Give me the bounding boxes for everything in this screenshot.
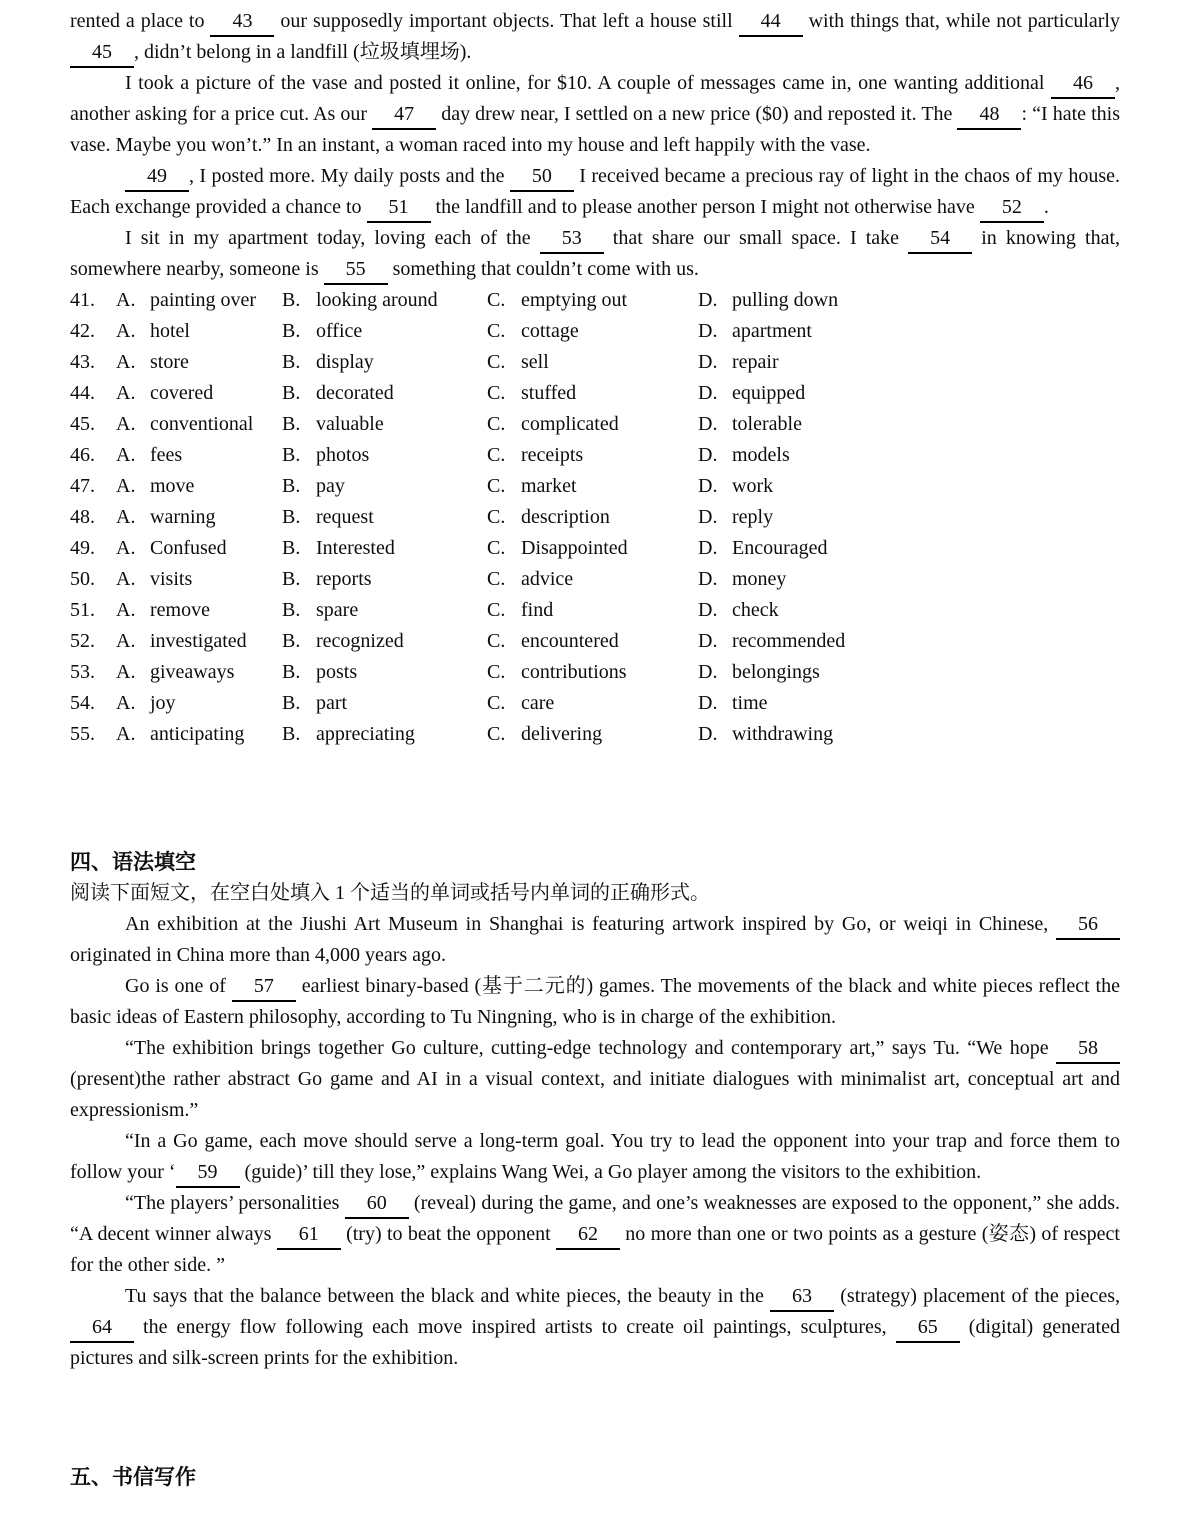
option-word: hotel	[150, 320, 190, 342]
option-letter: B.	[282, 723, 301, 745]
option-number: 53.	[70, 661, 95, 683]
option-letter: B.	[282, 382, 301, 404]
option-choice	[116, 285, 282, 316]
option-word: Confused	[150, 537, 227, 559]
option-choice	[698, 378, 1120, 409]
option-word: stuffed	[521, 382, 577, 404]
option-word: pulling down	[732, 289, 839, 311]
option-choice	[116, 378, 282, 409]
option-letter: A.	[116, 289, 136, 311]
option-choice	[487, 409, 698, 440]
blank-58: 58	[1056, 1035, 1120, 1064]
option-row-55	[70, 719, 1120, 750]
option-word: painting over	[150, 289, 257, 311]
option-choice	[282, 347, 487, 378]
option-choice	[698, 316, 1120, 347]
cloze-passage	[70, 6, 1120, 285]
option-word: photos	[316, 444, 370, 466]
option-choice	[698, 502, 1120, 533]
passage-paragraph: “The players’ personalities 60 (reveal) during the game, and one’s weaknesses are exposed to the opponent,” she adds. “A decent winner always 61 (try) to beat the opponent 62 no more than one or two points as a gesture (姿态) of respect for the other side. ”	[70, 1192, 1121, 1276]
option-letter: C.	[487, 413, 506, 435]
option-word: looking around	[316, 289, 438, 311]
option-row-53	[70, 657, 1120, 688]
option-letter: A.	[116, 661, 136, 683]
option-letter: C.	[487, 475, 506, 497]
option-choice	[116, 719, 282, 750]
option-choice	[698, 347, 1120, 378]
option-choice	[487, 316, 698, 347]
option-word: decorated	[316, 382, 394, 404]
writing-section-heading: 五、书信写作	[70, 1466, 196, 1489]
option-letter: A.	[116, 413, 136, 435]
option-letter: D.	[698, 351, 718, 373]
option-choice	[487, 471, 698, 502]
option-choice	[282, 657, 487, 688]
option-word: remove	[150, 599, 210, 621]
option-word: check	[732, 599, 779, 621]
option-letter: B.	[282, 444, 301, 466]
option-letter: D.	[698, 289, 718, 311]
option-letter: A.	[116, 351, 136, 373]
option-letter: D.	[698, 444, 718, 466]
option-letter: A.	[116, 475, 136, 497]
blank-46: 46	[1051, 70, 1115, 99]
option-choice	[282, 502, 487, 533]
option-letter: B.	[282, 475, 301, 497]
option-number: 47.	[70, 475, 95, 497]
option-choice	[282, 440, 487, 471]
option-letter: A.	[116, 630, 136, 652]
blank-50: 50	[510, 163, 574, 192]
option-word: Encouraged	[732, 537, 828, 559]
option-row-51	[70, 595, 1120, 626]
blank-63: 63	[770, 1283, 834, 1312]
option-letter: A.	[116, 723, 136, 745]
option-word: giveaways	[150, 661, 235, 683]
option-word: joy	[150, 692, 176, 714]
option-letter: C.	[487, 382, 506, 404]
option-number: 45.	[70, 413, 95, 435]
option-letter: D.	[698, 692, 718, 714]
option-letter: C.	[487, 599, 506, 621]
option-choice	[116, 688, 282, 719]
option-letter: D.	[698, 320, 718, 342]
option-letter: D.	[698, 382, 718, 404]
option-choice	[487, 502, 698, 533]
option-word: withdrawing	[732, 723, 834, 745]
option-word: posts	[316, 661, 358, 683]
option-letter: C.	[487, 723, 506, 745]
option-word: work	[732, 475, 774, 497]
blank-43: 43	[210, 8, 274, 37]
blank-64: 64	[70, 1314, 134, 1343]
option-word: reply	[732, 506, 774, 528]
passage-paragraph: rented a place to 43 our supposedly important objects. That left a house still 44 with things that, while not particularly 45 , didn’t belong in a landfill (垃圾填埋场).	[70, 6, 1120, 68]
option-word: covered	[150, 382, 214, 404]
option-word: contributions	[521, 661, 627, 683]
option-choice	[698, 564, 1120, 595]
option-word: sell	[521, 351, 549, 373]
blank-52: 52	[980, 194, 1044, 223]
option-word: equipped	[732, 382, 806, 404]
option-number: 54.	[70, 692, 95, 714]
option-word: office	[316, 320, 363, 342]
option-choice	[487, 440, 698, 471]
option-choice	[116, 626, 282, 657]
option-choice	[487, 347, 698, 378]
option-letter: D.	[698, 630, 718, 652]
option-letter: B.	[282, 599, 301, 621]
option-letter: D.	[698, 599, 718, 621]
blank-65: 65	[896, 1314, 960, 1343]
option-choice	[116, 347, 282, 378]
option-choice	[282, 626, 487, 657]
blank-51: 51	[367, 194, 431, 223]
option-number: 49.	[70, 537, 95, 559]
option-row-42	[70, 316, 1120, 347]
grammar-passage	[70, 909, 1120, 1374]
passage-paragraph: “The exhibition brings together Go culture, cutting-edge technology and contemporary art,” says Tu. “We hope 58 (present)the rather abstract Go game and AI in a visual context, and initiate dialogues with minimalist art, conceptual art and expressionism.”	[70, 1037, 1120, 1121]
option-word: belongings	[732, 661, 820, 683]
option-choice	[487, 285, 698, 316]
option-letter: D.	[698, 413, 718, 435]
option-choice	[698, 440, 1120, 471]
option-row-52	[70, 626, 1120, 657]
option-letter: C.	[487, 289, 506, 311]
option-word: display	[316, 351, 374, 373]
blank-48: 48	[957, 101, 1021, 130]
option-word: cottage	[521, 320, 579, 342]
option-letter: B.	[282, 413, 301, 435]
option-letter: A.	[116, 692, 136, 714]
option-word: investigated	[150, 630, 247, 652]
blank-55: 55	[324, 256, 388, 285]
option-letter: D.	[698, 568, 718, 590]
option-choice	[698, 595, 1120, 626]
option-word: Interested	[316, 537, 395, 559]
option-letter: D.	[698, 475, 718, 497]
option-letter: B.	[282, 661, 301, 683]
grammar-section	[70, 847, 1120, 1374]
option-choice	[487, 378, 698, 409]
option-number: 42.	[70, 320, 95, 342]
option-word: fees	[150, 444, 183, 466]
option-choice	[282, 378, 487, 409]
option-letter: B.	[282, 289, 301, 311]
option-letter: A.	[116, 568, 136, 590]
option-choice	[487, 657, 698, 688]
passage-paragraph: An exhibition at the Jiushi Art Museum in Shanghai is featuring artwork inspired by Go, or weiqi in Chinese, 56 originated in China more than 4,000 years ago.	[70, 909, 1120, 971]
option-row-41	[70, 285, 1120, 316]
option-letter: C.	[487, 506, 506, 528]
option-choice	[282, 595, 487, 626]
option-choice	[698, 688, 1120, 719]
option-letter: B.	[282, 506, 301, 528]
option-row-46	[70, 440, 1120, 471]
option-letter: A.	[116, 599, 136, 621]
option-choice	[116, 595, 282, 626]
option-choice	[116, 409, 282, 440]
option-choice	[282, 564, 487, 595]
blank-53: 53	[540, 225, 604, 254]
cloze-options-list	[70, 285, 1120, 750]
option-number: 52.	[70, 630, 95, 652]
blank-62: 62	[556, 1221, 620, 1250]
option-choice	[487, 626, 698, 657]
option-row-49	[70, 533, 1120, 564]
option-word: find	[521, 599, 554, 621]
option-number: 51.	[70, 599, 95, 621]
option-choice	[487, 719, 698, 750]
blank-61: 61	[277, 1221, 341, 1250]
option-choice	[116, 316, 282, 347]
option-choice	[116, 440, 282, 471]
option-row-54	[70, 688, 1120, 719]
blank-54: 54	[908, 225, 972, 254]
option-choice	[698, 657, 1120, 688]
option-word: Disappointed	[521, 537, 628, 559]
option-number: 48.	[70, 506, 95, 528]
option-letter: B.	[282, 537, 301, 559]
option-word: part	[316, 692, 348, 714]
option-letter: C.	[487, 661, 506, 683]
grammar-section-heading: 四、语法填空	[70, 851, 196, 874]
option-word: request	[316, 506, 374, 528]
option-number: 44.	[70, 382, 95, 404]
passage-paragraph: 49 , I posted more. My daily posts and the 50 I received became a precious ray of light in the chaos of my house. Each exchange provided a chance to 51 the landfill and to please another person I might not otherwise have 52 .	[70, 161, 1120, 223]
passage-paragraph: I sit in my apartment today, loving each of the 53 that share our small space. I take 54 in knowing that, somewhere nearby, someone is 55 something that couldn’t come with us.	[70, 223, 1120, 285]
option-word: spare	[316, 599, 359, 621]
option-word: description	[521, 506, 610, 528]
passage-paragraph: I took a picture of the vase and posted it online, for $10. A couple of messages came in, one wanting additional 46 , another asking for a price cut. As our 47 day drew near, I settled on a new price ($0) and reposted it. The 48 : “I hate this vase. Maybe you won’t.” In an instant, a woman raced into my house and left happily with the vase.	[70, 72, 1120, 156]
option-word: store	[150, 351, 189, 373]
option-letter: A.	[116, 382, 136, 404]
option-letter: C.	[487, 537, 506, 559]
option-word: receipts	[521, 444, 584, 466]
option-letter: D.	[698, 723, 718, 745]
option-word: time	[732, 692, 768, 714]
option-word: pay	[316, 475, 345, 497]
option-number: 41.	[70, 289, 95, 311]
option-choice	[282, 533, 487, 564]
option-letter: D.	[698, 537, 718, 559]
blank-59: 59	[176, 1159, 240, 1188]
option-letter: C.	[487, 568, 506, 590]
option-choice	[698, 285, 1120, 316]
option-choice	[698, 409, 1120, 440]
grammar-instruction: 阅读下面短文，在空白处填入 1 个适当的单词或括号内单词的正确形式。	[70, 882, 710, 904]
option-row-50	[70, 564, 1120, 595]
option-letter: C.	[487, 444, 506, 466]
option-word: tolerable	[732, 413, 802, 435]
option-row-47	[70, 471, 1120, 502]
option-letter: B.	[282, 568, 301, 590]
option-letter: A.	[116, 320, 136, 342]
option-word: anticipating	[150, 723, 245, 745]
option-letter: B.	[282, 351, 301, 373]
blank-44: 44	[739, 8, 803, 37]
option-number: 50.	[70, 568, 95, 590]
option-word: emptying out	[521, 289, 628, 311]
option-choice	[116, 657, 282, 688]
option-choice	[698, 533, 1120, 564]
option-choice	[282, 719, 487, 750]
option-letter: A.	[116, 444, 136, 466]
option-row-43	[70, 347, 1120, 378]
option-number: 46.	[70, 444, 95, 466]
option-choice	[282, 688, 487, 719]
option-word: apartment	[732, 320, 812, 342]
option-choice	[116, 502, 282, 533]
option-word: complicated	[521, 413, 619, 435]
option-choice	[487, 533, 698, 564]
option-letter: A.	[116, 537, 136, 559]
option-choice	[698, 471, 1120, 502]
option-letter: B.	[282, 630, 301, 652]
option-word: delivering	[521, 723, 603, 745]
option-word: care	[521, 692, 555, 714]
option-choice	[487, 688, 698, 719]
option-letter: C.	[487, 692, 506, 714]
option-word: valuable	[316, 413, 384, 435]
option-row-44	[70, 378, 1120, 409]
option-choice	[487, 595, 698, 626]
option-word: models	[732, 444, 790, 466]
option-word: money	[732, 568, 787, 590]
option-word: reports	[316, 568, 372, 590]
option-letter: D.	[698, 661, 718, 683]
option-word: recognized	[316, 630, 404, 652]
passage-paragraph: “In a Go game, each move should serve a long-term goal. You try to lead the opponent into your trap and force them to follow your ‘ 59 (guide)’ till they lose,” explains Wang Wei, a Go player among the visitors to the exhibition.	[70, 1126, 1120, 1188]
option-choice	[116, 471, 282, 502]
option-choice	[282, 409, 487, 440]
blank-49: 49	[125, 163, 189, 192]
blank-47: 47	[372, 101, 436, 130]
option-row-45	[70, 409, 1120, 440]
option-word: repair	[732, 351, 779, 373]
option-choice	[116, 533, 282, 564]
blank-60: 60	[345, 1190, 409, 1219]
passage-paragraph: Tu says that the balance between the black and white pieces, the beauty in the 63 (strategy) placement of the pieces, 64 the energy flow following each move inspired artists to create oil paintings, sculptures, 65 (digital) generated pictures and silk-screen prints for the exhibition.	[70, 1285, 1120, 1369]
blank-57: 57	[232, 973, 296, 1002]
option-letter: B.	[282, 692, 301, 714]
passage-paragraph: Go is one of 57 earliest binary-based (基于二元的) games. The movements of the black and white pieces reflect the basic ideas of Eastern philosophy, according to Tu Ningning, who is in charge of the exhibition.	[70, 975, 1120, 1028]
option-word: advice	[521, 568, 574, 590]
option-choice	[282, 285, 487, 316]
option-letter: C.	[487, 351, 506, 373]
option-number: 55.	[70, 723, 95, 745]
option-number: 43.	[70, 351, 95, 373]
option-word: move	[150, 475, 195, 497]
option-word: encountered	[521, 630, 619, 652]
option-word: appreciating	[316, 723, 415, 745]
option-letter: A.	[116, 506, 136, 528]
option-word: warning	[150, 506, 216, 528]
option-word: conventional	[150, 413, 254, 435]
option-choice	[487, 564, 698, 595]
option-letter: C.	[487, 320, 506, 342]
option-choice	[282, 471, 487, 502]
option-word: market	[521, 475, 577, 497]
option-letter: C.	[487, 630, 506, 652]
option-choice	[116, 564, 282, 595]
option-row-48	[70, 502, 1120, 533]
option-choice	[698, 626, 1120, 657]
option-letter: D.	[698, 506, 718, 528]
option-word: recommended	[732, 630, 846, 652]
option-choice	[282, 316, 487, 347]
blank-56: 56	[1056, 911, 1120, 940]
blank-45: 45	[70, 39, 134, 68]
option-letter: B.	[282, 320, 301, 342]
option-choice	[698, 719, 1120, 750]
option-word: visits	[150, 568, 193, 590]
